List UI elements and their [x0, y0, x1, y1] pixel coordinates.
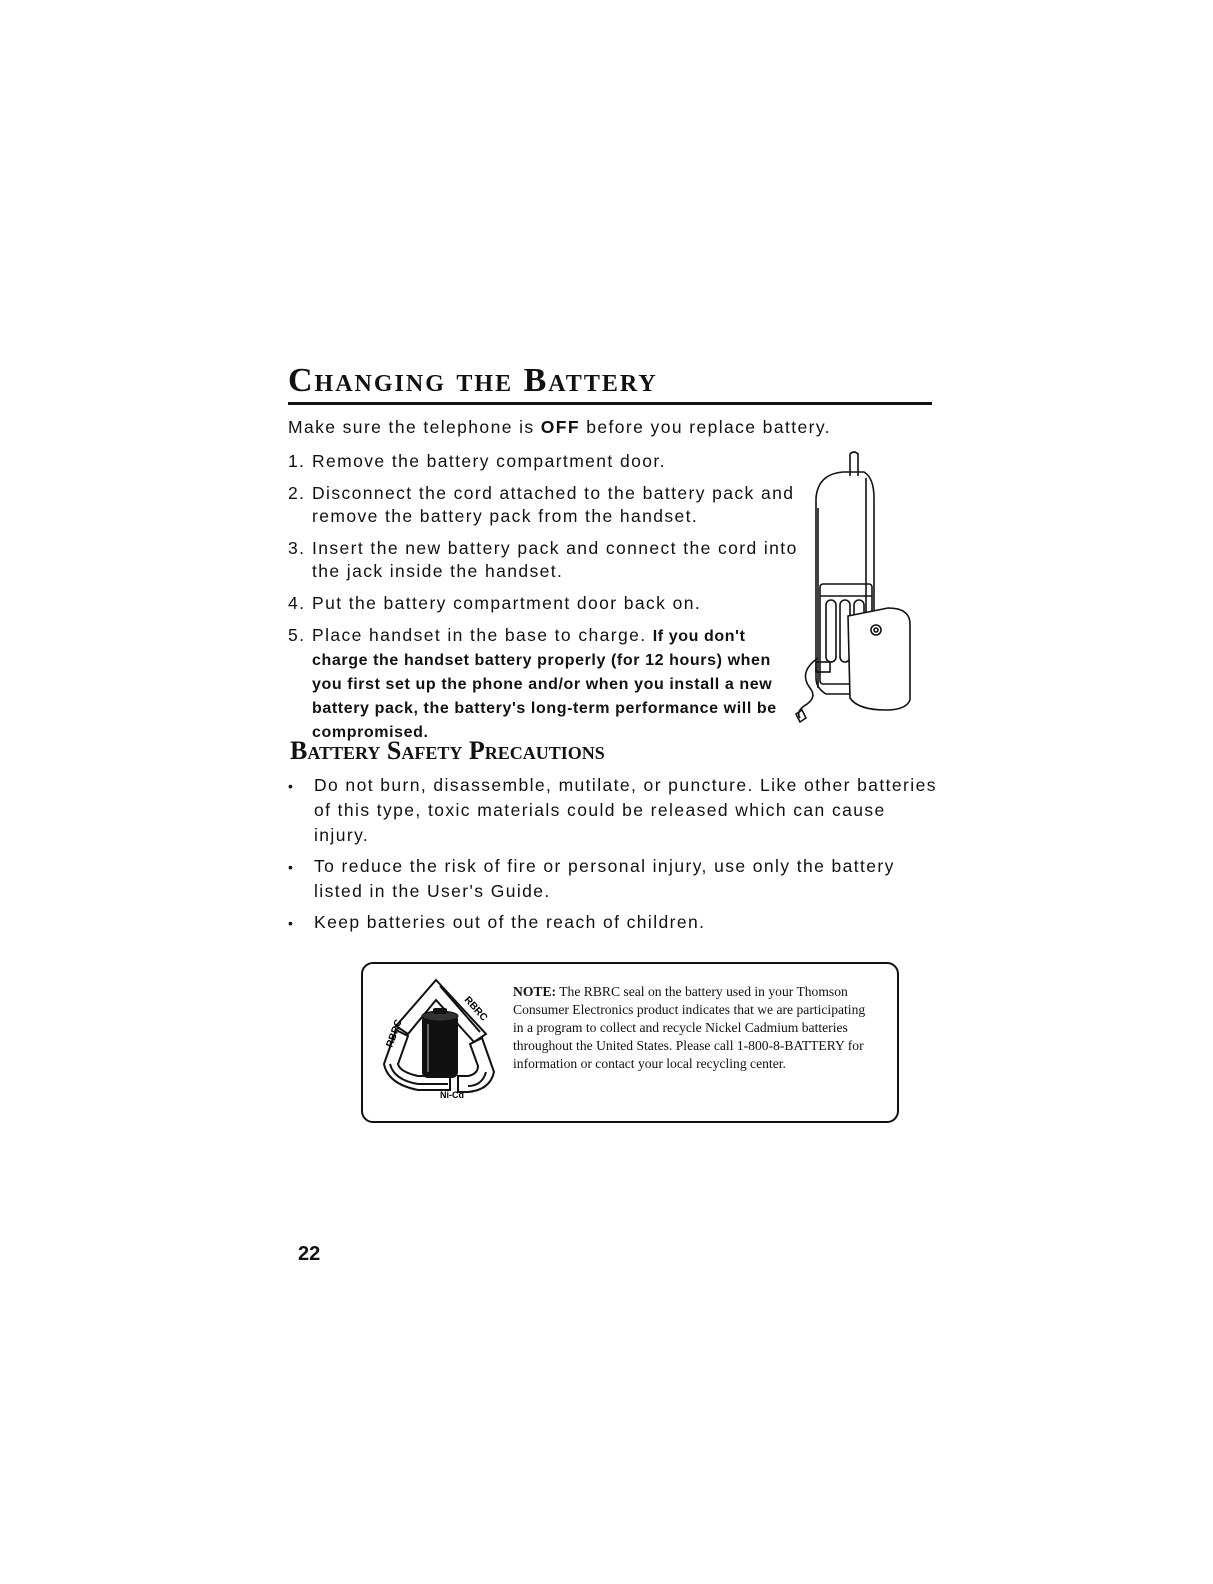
note-label: NOTE:	[513, 984, 557, 999]
step-text: Put the battery compartment door back on.	[312, 593, 702, 613]
seal-text-left: RBRC	[384, 1018, 405, 1050]
steps-list	[288, 450, 798, 753]
bullet-text: Do not burn, disassemble, mutilate, or puncture. Like other batteries of this type, toxic materials could be released which can cause injury.	[314, 775, 937, 845]
intro-bold: OFF	[540, 417, 580, 437]
charge-warning: If you don't charge the handset battery properly (for 12 hours) when you first set up the phone and/or when you install a new battery pack, the battery's long-term performance will be compromised.	[312, 628, 777, 741]
step-text: Remove the battery compartment door.	[312, 451, 666, 471]
step-number: 3.	[288, 538, 306, 558]
step-number: 2.	[288, 483, 306, 503]
cordless-handset-battery-icon	[788, 448, 918, 728]
step-text: Place handset in the base to charge.	[312, 625, 653, 645]
step-number: 5.	[288, 625, 306, 645]
intro-after: before you replace battery.	[580, 417, 831, 437]
bullet-icon: •	[288, 859, 295, 875]
seal-text-top: RBRC	[461, 994, 490, 1024]
section-title: Changing the Battery	[288, 362, 658, 399]
step-item	[288, 450, 798, 473]
seal-label: Ni-Cd	[440, 1090, 464, 1100]
intro-text	[288, 417, 831, 438]
bullet-icon: •	[288, 778, 295, 794]
bullet-icon: •	[288, 915, 295, 931]
page-number: 22	[298, 1243, 321, 1265]
bullet-text: Keep batteries out of the reach of children.	[314, 912, 706, 932]
safety-bullets	[288, 773, 938, 942]
rbrc-recycle-seal-icon	[378, 972, 500, 1100]
rbrc-note-text	[513, 983, 873, 1073]
step-item	[288, 592, 798, 615]
step-number: 4.	[288, 593, 306, 613]
bullet-item	[288, 854, 938, 904]
step-item	[288, 482, 798, 528]
note-body: The RBRC seal on the battery used in your Thomson Consumer Electronics product indicates that we are participating in a program to collect and recycle Nickel Cadmium batteries throughout the United States. Please call 1-800-8-BATTERY for information or contact your local recycling center.	[513, 984, 866, 1071]
title-underline	[288, 402, 932, 405]
step-text-container	[312, 624, 798, 744]
step-number: 1.	[288, 451, 306, 471]
step-text: Insert the new battery pack and connect the cord into the jack inside the handset.	[312, 538, 798, 581]
intro-before: Make sure the telephone is	[288, 417, 541, 437]
step-text: Disconnect the cord attached to the battery pack and remove the battery pack from the handset.	[312, 483, 795, 526]
bullet-text: To reduce the risk of fire or personal injury, use only the battery listed in the User's Guide.	[314, 856, 895, 901]
step-item	[288, 537, 798, 583]
step-item	[288, 624, 798, 744]
bullet-item	[288, 910, 938, 936]
bullet-item	[288, 773, 938, 848]
safety-title: Battery Safety Precautions	[290, 736, 605, 765]
